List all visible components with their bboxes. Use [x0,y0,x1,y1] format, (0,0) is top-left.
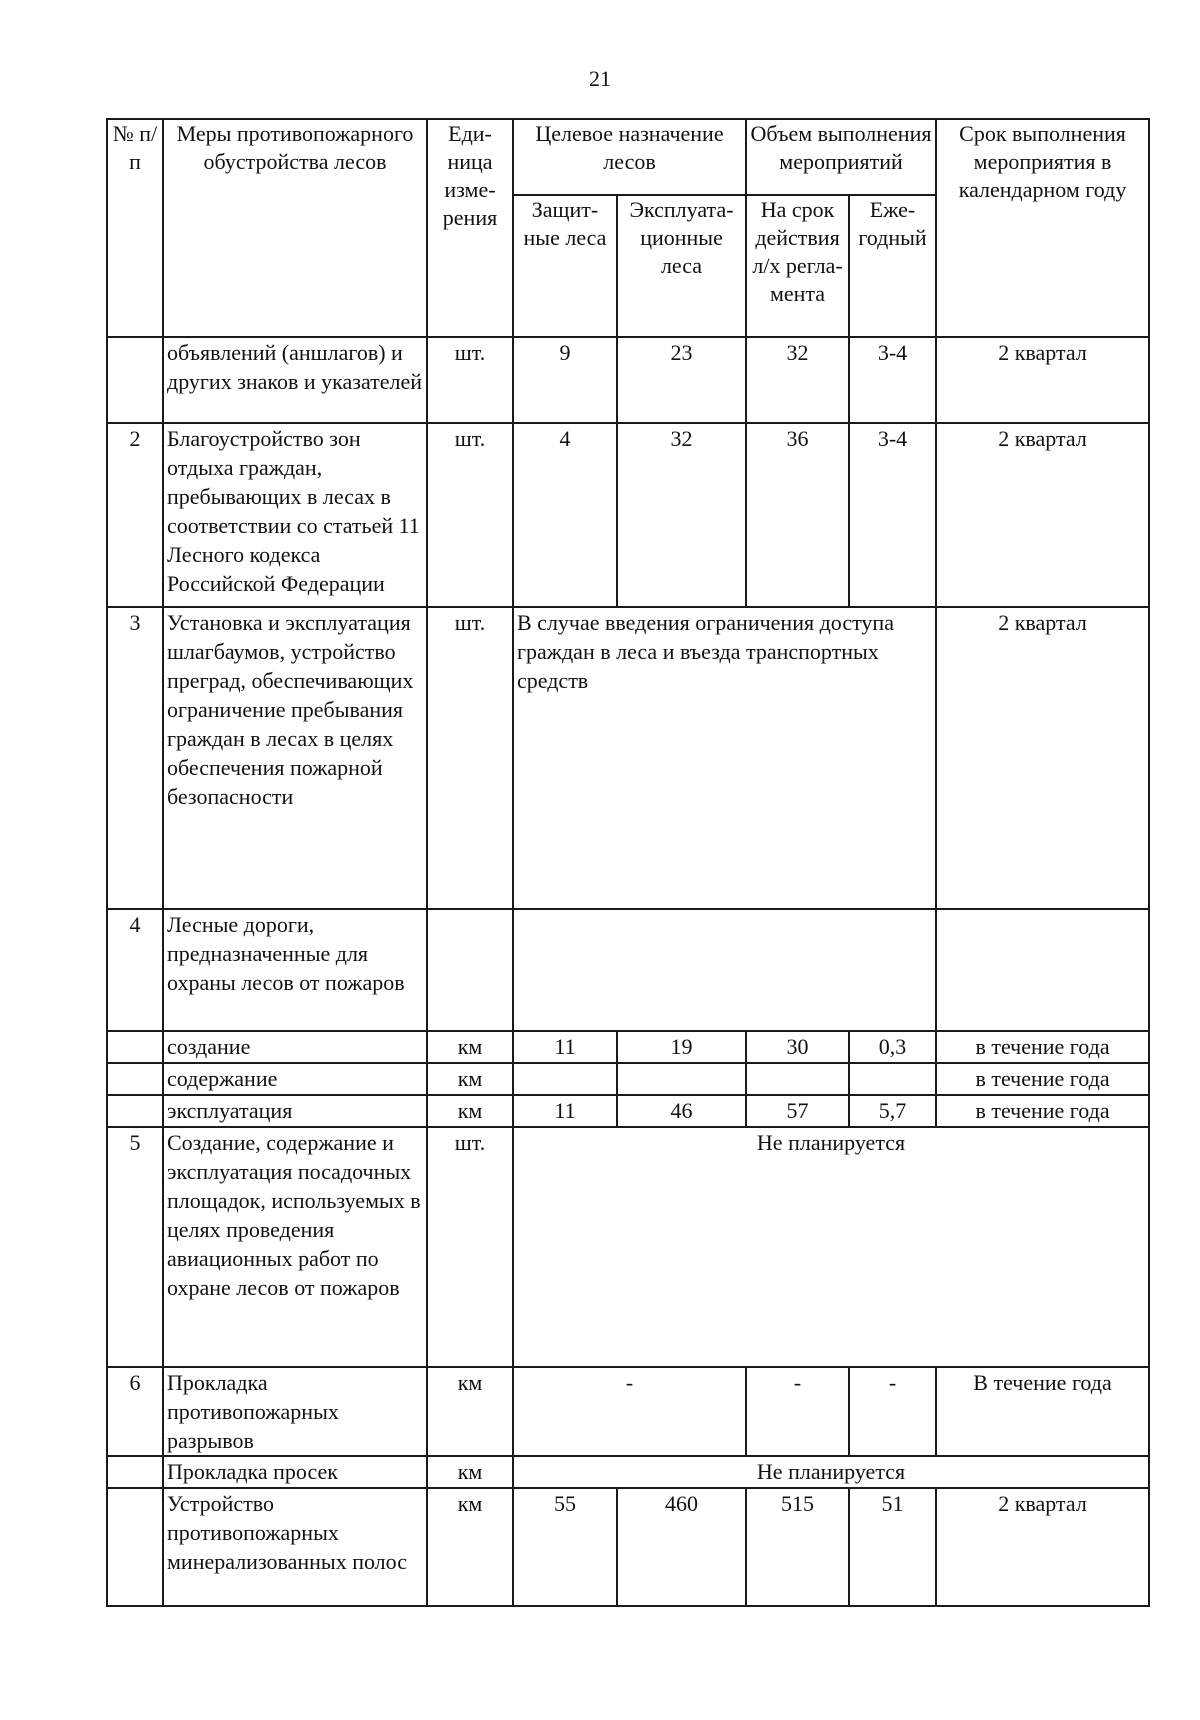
header-volume: Объем выполнения мероприятий [746,119,936,195]
row-measure: содержание [163,1063,427,1095]
row-protective: 4 [513,423,617,607]
row-measure: Прокладка просек [163,1456,427,1488]
row-measure: создание [163,1031,427,1063]
header-term: На срок действия л/х регла-мента [746,195,849,337]
row-merged-note: Не планируется [513,1127,1149,1367]
row-measure: Создание, содержание и эксплуатация посадочных площадок, используемых в целях проведения авиационных работ по охране лесов от пожаров [163,1127,427,1367]
row-deadline [936,909,1149,1031]
table-row [107,423,1149,607]
table-row [107,607,1149,909]
row-unit: шт. [427,423,513,607]
row-measure: Установка и эксплуатация шлагбаумов, устройство преград, обеспечивающих ограничение пребывания граждан в лесах в целях обеспечения пожарной безопасности [163,607,427,909]
row-protective [513,1063,617,1095]
row-deadline: в течение года [936,1063,1149,1095]
table-row [107,909,1149,1031]
row-empty-values [513,909,936,1031]
table-row [107,1095,1149,1127]
row-unit: км [427,1063,513,1095]
row-annual: 3-4 [849,423,936,607]
row-unit: шт. [427,1127,513,1367]
row-deadline: 2 квартал [936,337,1149,423]
row-protective: - [513,1367,746,1456]
row-number: 5 [107,1127,163,1367]
row-term: 36 [746,423,849,607]
row-merged-note: В случае введения ограничения доступа граждан в леса и въезда транспортных средств [513,607,936,909]
row-number: 4 [107,909,163,1031]
row-number: 3 [107,607,163,909]
row-protective: 9 [513,337,617,423]
row-number: 2 [107,423,163,607]
row-protective: 11 [513,1095,617,1127]
row-deadline: 2 квартал [936,1488,1149,1606]
header-measures: Меры противопожарного обустройства лесов [163,119,427,337]
page-number: 21 [589,66,611,91]
row-measure: Благоустройство зон отдыха граждан, пребывающих в лесах в соответствии со статьей 11 Лесного кодекса Российской Федерации [163,423,427,607]
header-deadline: Срок выполнения мероприятия в календарном году [936,119,1149,337]
row-annual: 51 [849,1488,936,1606]
row-protective: 11 [513,1031,617,1063]
row-merged-note: Не планируется [513,1456,1149,1488]
row-deadline: В течение года [936,1367,1149,1456]
table-row [107,1488,1149,1606]
row-annual [849,1063,936,1095]
row-exploitation: 23 [617,337,746,423]
row-annual: 0,3 [849,1031,936,1063]
header-unit: Еди-ница изме-рения [427,119,513,337]
row-number: 6 [107,1367,163,1456]
header-annual: Еже-годный [849,195,936,337]
row-term: 32 [746,337,849,423]
header-exploitation: Эксплуата-ционные леса [617,195,746,337]
row-exploitation: 32 [617,423,746,607]
row-measure: Лесные дороги, предназначенные для охраны лесов от пожаров [163,909,427,1031]
row-measure: Прокладка противопожарных разрывов [163,1367,427,1456]
row-number [107,1031,163,1063]
row-unit: км [427,1367,513,1456]
fire-measures-table [106,118,1150,1607]
row-annual: 5,7 [849,1095,936,1127]
header-number: № п/п [107,119,163,337]
row-unit: км [427,1095,513,1127]
row-term [746,1063,849,1095]
row-number [107,1063,163,1095]
table-row [107,1127,1149,1367]
row-annual: 3-4 [849,337,936,423]
row-term: 515 [746,1488,849,1606]
table-row [107,1031,1149,1063]
row-unit: шт. [427,607,513,909]
row-annual: - [849,1367,936,1456]
row-exploitation: 19 [617,1031,746,1063]
row-unit: км [427,1456,513,1488]
row-number [107,337,163,423]
row-term: 30 [746,1031,849,1063]
table-row [107,1456,1149,1488]
header-protective: Защит-ные леса [513,195,617,337]
table-row [107,1367,1149,1456]
row-unit: шт. [427,337,513,423]
header-purpose: Целевое назначение лесов [513,119,746,195]
row-number [107,1456,163,1488]
row-protective: 55 [513,1488,617,1606]
row-deadline: 2 квартал [936,423,1149,607]
row-term: - [746,1367,849,1456]
row-measure: Устройство противопожарных минерализованных полос [163,1488,427,1606]
row-deadline: в течение года [936,1095,1149,1127]
row-measure: объявлений (аншлагов) и других знаков и указателей [163,337,427,423]
row-number [107,1095,163,1127]
row-unit: км [427,1031,513,1063]
row-unit: км [427,1488,513,1606]
table-row [107,1063,1149,1095]
row-number [107,1488,163,1606]
row-exploitation: 46 [617,1095,746,1127]
row-exploitation: 460 [617,1488,746,1606]
row-measure: эксплуатация [163,1095,427,1127]
row-deadline: в течение года [936,1031,1149,1063]
row-term: 57 [746,1095,849,1127]
table-row [107,337,1149,423]
row-exploitation [617,1063,746,1095]
row-deadline: 2 квартал [936,607,1149,909]
row-unit [427,909,513,1031]
